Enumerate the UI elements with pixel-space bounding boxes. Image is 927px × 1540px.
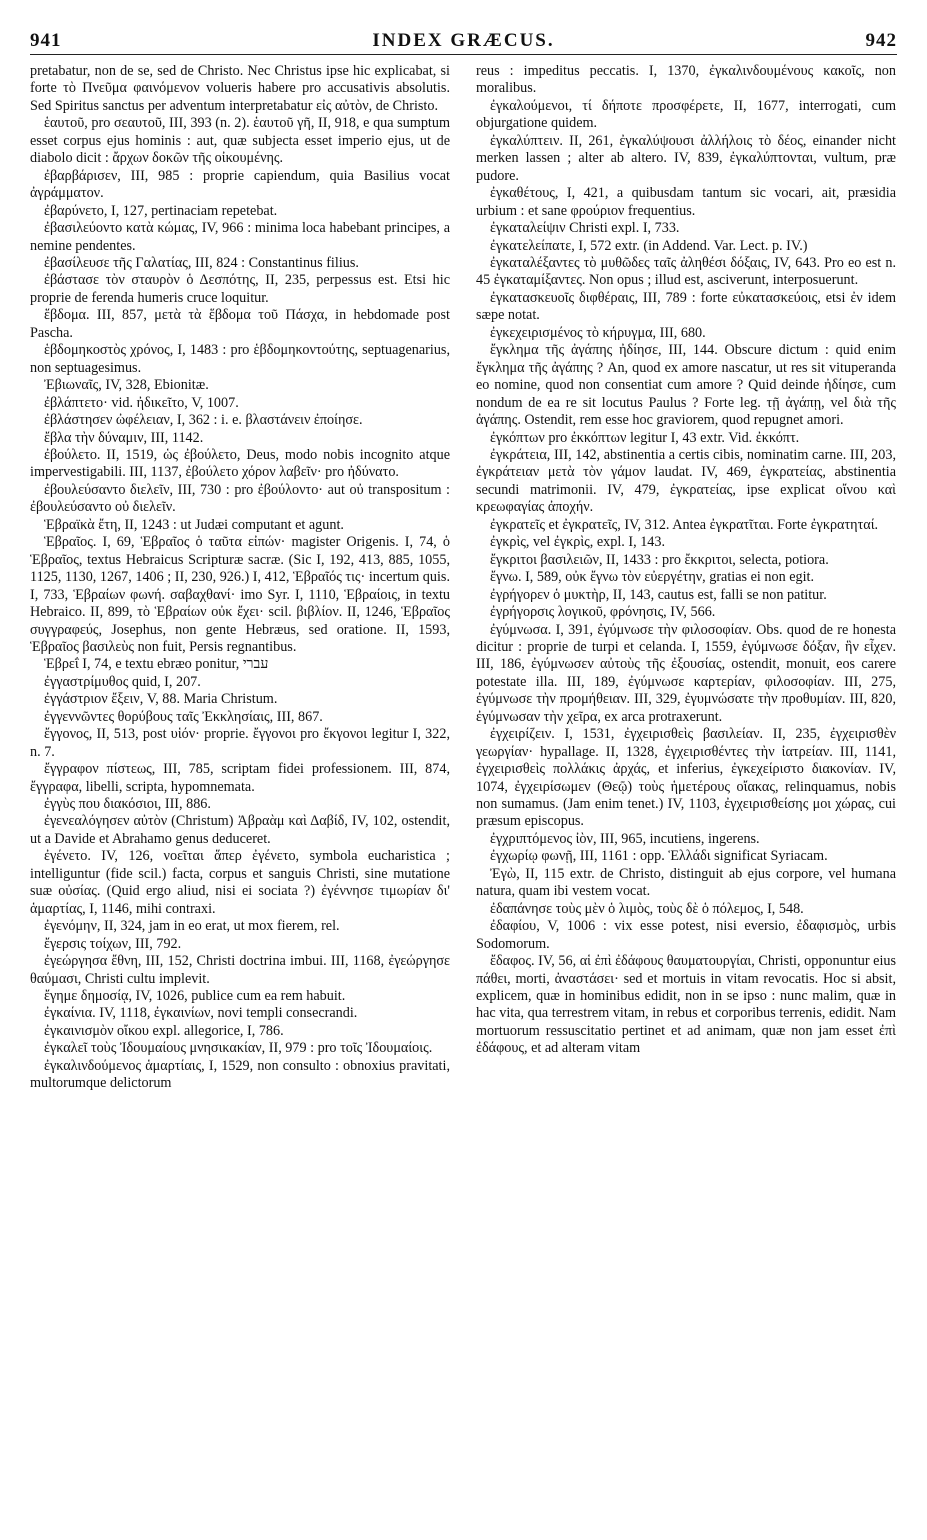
entry: ἐγκατασκευοῖς διφθέραις, III, 789 : forte εὐκατασκεύοις, etsi ἐν idem sæpe notat. (476, 289, 896, 324)
left-page-number: 941 (30, 30, 62, 51)
entry: ἔδαφος. IV, 56, αἱ ἐπὶ ἐδάφους θαυματουργίαι, Christi, opponuntur eius πάθει, morti, ἀναστάσει· sed et mortuis in vitam revocatis. Hoc si absit, explicem, quæ in hominibus edidit, non in se ipso : nunc malim, quæ in hac vita, qua terrestrem vitam, in rebus et corporibus terrenis, edidit. Nam mortuorum ressuscitatio pertinet et ad animam, quæ non jam esset ἐπὶ ἐδάφους, et ad alteram vitam (476, 953, 896, 1057)
entry: ἐγεώργησα ἔθνη, III, 152, Christi doctrina imbui. III, 1168, ἐγεώργησε θαύμασι, Christi cultu implevit. (30, 953, 450, 987)
entry: ἐγκαλούμενοι, τί δήποτε προσφέρετε, II, 1677, interrogati, cum objurgatione quidem. (476, 97, 896, 132)
entry: ἔγγραφον πίστεως, III, 785, scriptam fidei professionem. III, 874, ἔγγραφα, libelli, scripta, hypomnemata. (30, 761, 450, 795)
running-title: INDEX GRÆCUS. (372, 30, 555, 51)
entry: ἐγρήγορσις λογικοῦ, φρόνησις, IV, 566. (490, 604, 716, 621)
entry: ἐβουλεύσαντο διελεῖν, III, 730 : pro ἐβούλοντο· aut οὐ transpositum : ἐβουλεύσαντο οὐ διελεῖν. (30, 481, 450, 516)
entry: ἐγκαινισμὸν οἴκου expl. allegorice, I, 786. (44, 1022, 284, 1039)
entry: ἐγκαλύπτειν. II, 261, ἐγκαλύψουσι ἀλλήλοις τὸ δέος, einander nicht merken lassen ; alter ab altero. IV, 839, ἐγκαλύπτονται, vultum, præ pudore. (476, 132, 896, 184)
entry: ἐδαφίου, V, 1006 : vix esse potest, nisi eversio, ἐδαφισμὸς, urbis Sodomorum. (476, 918, 896, 952)
entry: ἐγγὺς που διακόσιοι, III, 886. (44, 796, 211, 813)
entry: ἐγκαθέτους, I, 421, a quibusdam tantum sic vocari, ait, præsidia urbium : et sane φρούριον frequentius. (476, 185, 896, 219)
entry: ἐβαρβάρισεν, III, 985 : proprie capiendum, quia Basilius vocat ἀγράμματον. (30, 167, 450, 202)
entry: ἐγύμνωσα. I, 391, ἐγύμνωσε τὴν φιλοσοφίαν. Obs. quod de re honesta dicitur : proprie de turpi et celanda. I, 1559, ἐγύμνωσε δόξαν, ἣν εἶχεν. III, 186, ἐγύμνωσεν αὐτοὺς τῆς ἐξουσίας, ostendit, monuit, eos carere potestate illa. III, 189, ἐγύμνωσε καρτερίαν, φιλοσοφίαν. III, 275, ἐγύμνωσε τὴν προμήθειαν. III, 329, ἐγυμνώσατε τὴν προθυμίαν. III, 820, ἐγύμνωσαν τὴν χεῖρα, ex arca protraxerunt. (476, 621, 896, 725)
entry: ἐγχριπτόμενος ἰὸν, III, 965, incutiens, ingerens. (490, 830, 760, 847)
column-gutter (463, 63, 464, 1523)
entry: ἐγκαλεῖ τοὺς Ἰδουμαίους μνησικακίαν, II, 979 : pro τοῖς Ἰδουμαίοις. (44, 1040, 433, 1057)
entry: ἐγκεχειρισμένος τὸ κήρυγμα, III, 680. (490, 324, 706, 341)
entry: ἐγκαταλείψιν Christi expl. I, 733. (490, 220, 680, 237)
entry: ἐβλάπτετο· vid. ἠδικεῖτο, V, 1007. (44, 394, 239, 411)
entry: Ἑβρεΐ I, 74, e textu ebræo ponitur, עברי (44, 656, 269, 673)
entry: Ἐβιωναῖς, IV, 328, Ebionitæ. (44, 377, 209, 394)
entry: ἐβούλετο. II, 1519, ὡς ἐβούλετο, Deus, modo nobis incognito atque impervestigabili. III, 1137, ἐβούλετο χόρον λαβεῖν· pro ἠδύνατο. (30, 446, 450, 481)
entry: ἑβδομηκοστὸς χρόνος, I, 1483 : pro ἑβδομηκοντούτης, septuagenarius, non septuagesimus. (30, 342, 450, 376)
entry: pretabatur, non de se, sed de Christo. Nec Christus ipse hic explicabat, si forte τὸ Πνεῦμα φαινόμενον volueris habere pro accusativis absolutis. Sed Spiritus sanctus per adventum interpretabatur εἰς αὐτὸν, de Christo. (30, 63, 450, 114)
entry: ἔγημε δημοσίᾳ, IV, 1026, publice cum ea rem habuit. (44, 988, 346, 1005)
entry: ἑαυτοῦ, pro σεαυτοῦ, III, 393 (n. 2). ἑαυτοῦ γῆ, II, 918, e qua sumptum esset corpus ejus hominis : aut, quæ subjecta esset imperio ejus, ut de diabolo dicit : ἄρχων δοκῶν τῆς οἰκουμένης. (30, 115, 450, 167)
entry: ἐβάστασε τὸν σταυρὸν ὁ Δεσπότης, II, 235, perpessus est. Etsi hic proprie de ferenda humeris cruce loquitur. (30, 272, 450, 306)
entry: ἔγερσις τοίχων, III, 792. (44, 935, 182, 952)
entry: Ἐγὼ, II, 115 extr. de Christo, distinguit ab ejus corpore, vel humana natura, quam ibi vestem vocat. (476, 865, 896, 900)
entry: ἐγρήγορεν ὁ μυκτὴρ, II, 143, cautus est, falli se non patitur. (490, 586, 827, 603)
entry: ἐβασίλευσε τῆς Γαλατίας, III, 824 : Constantinus filius. (44, 254, 359, 271)
entry: ἐγενόμην, II, 324, jam in eo erat, ut mox fierem, rel. (44, 918, 340, 935)
entry: ἔγγονος, II, 513, post υἱόν· proprie. ἔγγονοι pro ἔκγονοι legitur I, 322, n. 7. (30, 726, 450, 760)
entry: ἐγχειρίζειν. I, 1531, ἐγχειρισθεὶς βασιλείαν. II, 235, ἐγχειρισθὲν γεωργίαν· hypallage. II, 1328, ἐγχειρισθέντες τὴν ἰατρείαν. III, 1141, ἐγχειρισθεὶς πολλάκις ἀρχάς, et inferius, ἐγκεχείριστο διακονίαν. IV, 1074, ἐγχειρίσωμεν (Θεῷ) τοὺς ἡμετέρους οἴακας, relinquamus, nobis non sumamus. (Jam enim tenet.) IV, 1103, ἐγχειρισθείσης μοι χώρας, cui præsum episcopus. (476, 726, 896, 830)
right-page-number: 942 (865, 30, 897, 51)
entry: ἐγκράτεια, III, 142, abstinentia a certis cibis, nominatim carne. III, 203, ἐγκράτειαν μετὰ τὸν γάμον laudat. IV, 469, ἐγκρατείας, abstinentia secundi matrimonii. IV, 479, ἐγκρατείας, ipse explicat οἴνου καὶ κρεωφαγίας ἀποχήν. (476, 446, 896, 516)
entry: ἔγνω. I, 589, οὐκ ἔγνω τὸν εὐεργέτην, gratias ei non egit. (490, 569, 815, 586)
entry: ἐγγαστρίμυθος quid, I, 207. (44, 673, 201, 690)
entry: ἐγκόπτων pro ἐκκόπτων legitur I, 43 extr. Vid. ἐκκόπτ. (490, 429, 800, 446)
entry: ἐβασιλεύοντο κατὰ κώμας, IV, 966 : minima loca habebant principes, a nemine pendentes. (30, 220, 450, 254)
entry: ἐγκαίνια. IV, 1118, ἐγκαινίων, novi templi consecrandi. (44, 1005, 358, 1022)
entry: ἐγγεννῶντες θορύβους ταῖς Ἐκκλησίαις, III, 867. (44, 708, 323, 725)
entry: ἐγένετο. IV, 126, νοεῖται ἅπερ ἐγένετο, symbola eucharistica ; intelliguntur (fide scil.) facta, corpus et sanguis Christi, sine mutatione suæ οὐσίας. (Quid ergo aliud, nisi ei sociata ?) ἐγέννησε τιμωρίαν δι' ἁμαρτίας, I, 1146, mihi contraxi. (30, 848, 450, 917)
entry: ἔβλα τὴν δύναμιν, III, 1142. (44, 429, 204, 446)
entry: ἐβαρύνετο, I, 127, pertinaciam repetebat. (44, 202, 278, 219)
page-header (30, 30, 897, 55)
left-column (30, 63, 450, 1523)
entry: ἐδαπάνησε τοὺς μὲν ὁ λιμὸς, τοὺς δὲ ὁ πόλεμος, I, 548. (490, 900, 804, 917)
entry: ἐγκαταλέξαντες τὸ μυθῶδες ταῖς ἀληθέσι δόξαις, IV, 643. Pro eo est n. 45 ἐγκαταμίξαντες. Non opus ; illud est, asciverunt, interposuerunt. (476, 254, 896, 289)
entry: ἐγκρὶς, vel ἐγκρὶς, expl. I, 143. (490, 534, 666, 551)
entry: ἕβδομα. III, 857, μετὰ τὰ ἕβδομα τοῦ Πάσχα, in hebdomade post Pascha. (30, 307, 450, 341)
entry: ἔγκριτοι βασιλειῶν, II, 1433 : pro ἔκκριτοι, selecta, potiora. (490, 551, 829, 568)
entry: reus : impeditus peccatis. I, 1370, ἐγκαλινδουμένους κακοῖς, non moralibus. (476, 63, 896, 97)
entry: ἐγκρατεῖς et ἐγκρατεῖς, IV, 312. Antea ἐγκρατῖται. Forte ἐγκρατηταί. (490, 516, 879, 533)
entry: ἐβλάστησεν ὠφέλειαν, I, 362 : i. e. βλαστάνειν ἐποίησε. (44, 412, 363, 429)
entry: ἐγενεαλόγησεν αὐτὸν (Christum) Ἀβραὰμ καὶ Δαβίδ, IV, 102, ostendit, ut a Davide et Abrahamo genus deduceret. (30, 813, 450, 847)
right-column (476, 63, 896, 1523)
entry: ἐγκατελείπατε, I, 572 extr. (in Addend. Var. Lect. p. IV.) (490, 237, 808, 254)
entry: ἔγκλημα τῆς ἀγάπης ἠδίησε, III, 144. Obscure dictum : quid enim ἔγκλημα τῆς ἀγάπης ? An, quod ex amore nascatur, ut res sit vituperanda eo nomine, quod non consentiat cum amore ? Quid deinde ἠδίησε, cum nondum de ea re sit locutus Paulus ? Forte leg. τῇ ἀγάπῃ, vel διὰ τῆς ἀγάπης. Ostendit, rem esse hoc graviorem, quod repugnet amori. (476, 342, 896, 429)
entry: ἐγγάστριον ἔξειν, V, 88. Maria Christum. (44, 691, 278, 708)
entry: Ἑβραῖος. I, 69, Ἑβραῖος ὁ ταῦτα εἰπών· magister Origenis. I, 74, ὁ Ἑβραῖος, textus Hebraicus Scripturæ sacræ. (Sic I, 192, 413, 885, 1055, 1125, 1130, 1267, 1406 ; II, 230, 926.) I, 412, Ἑβραῖός τις· incertum quis. I, 733, Ἑβραίων φωνή. σαβαχθανί· imo Syr. I, 1110, Ἑβραίοις, in textu Hebraico. II, 899, τὸ Ἑβραίων οὐκ ἔχει· scil. βιβλίον. II, 1246, Ἑβραῖος συγγραφεύς, Josephus, non gente Hebræus, sed oratione. II, 1593, Ἑβραῖος βασιλεὺς non fuit, Persis regnantibus. (30, 534, 450, 655)
entry: Ἑβραϊκὰ ἔτη, II, 1243 : ut Judæi computant et agunt. (44, 516, 344, 533)
entry: ἐγχωρίῳ φωνῇ, III, 1161 : opp. Ἑλλάδι significat Syriacam. (490, 848, 828, 865)
entry: ἐγκαλινδούμενος ἁμαρτίαις, I, 1529, non consulto : obnoxius pravitati, multorumque delictorum (30, 1057, 450, 1092)
